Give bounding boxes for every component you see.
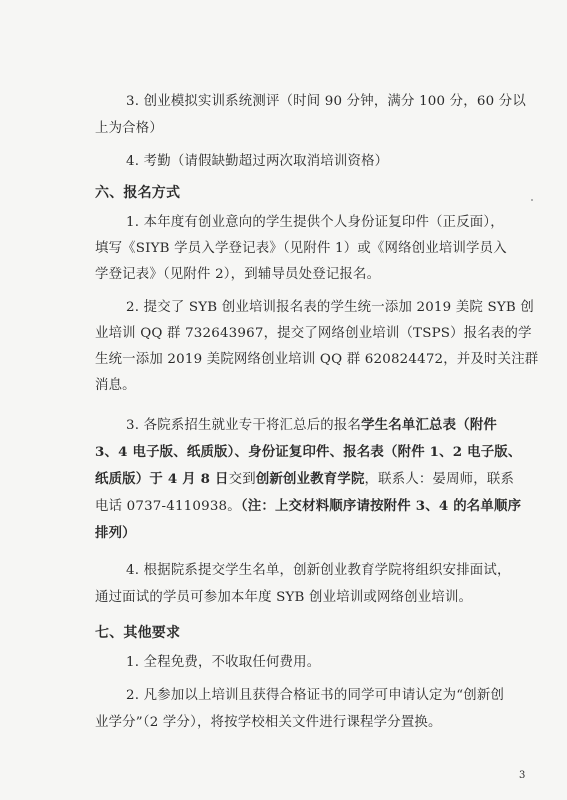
text-line — [0, 467, 567, 491]
text-segment: 2. 凡参加以上培训且获得合格证书的同学可申请认定为“创新创 — [126, 688, 505, 703]
text-segment: 交到 — [228, 472, 256, 487]
text-line — [0, 117, 567, 141]
text-segment: 电话 0737-4110938。 — [95, 499, 241, 514]
text-line — [0, 237, 567, 261]
text-segment: 生统一添加 2019 美院网络创业培训 QQ 群 620824472，并及时关注群 — [95, 352, 539, 367]
text-segment: 业学分”（2 学分），将按学校相关文件进行课程学分置换。 — [95, 715, 442, 730]
text-line — [0, 494, 567, 518]
text-line — [0, 651, 567, 675]
text-segment: 学登记表》（见附件 2），到辅导员处登记报名。 — [95, 267, 381, 282]
bold-text-segment: 学生名单汇总表（附件 — [361, 417, 497, 433]
text-line — [0, 322, 567, 346]
bold-text-segment: 排列） — [95, 525, 136, 541]
text-segment: 七、其他要求 — [95, 625, 181, 641]
text-segment: 1. 全程免费，不收取任何费用。 — [126, 655, 321, 670]
scan-speck — [531, 199, 533, 201]
text-line — [0, 348, 567, 372]
text-segment: 填写《SIYB 学员入学登记表》（见附件 1）或《网络创业培训学员入 — [95, 241, 507, 256]
text-segment: 4. 考勤（请假缺勤超过两次取消培训资格） — [126, 154, 389, 169]
text-line — [0, 211, 567, 235]
text-line — [0, 374, 567, 398]
section-heading — [0, 181, 567, 205]
bold-text-segment: 纸质版）于 4 月 8 日 — [95, 471, 229, 487]
text-segment: ，联系人：晏周师，联系 — [364, 472, 515, 487]
text-line — [0, 440, 567, 464]
text-line — [0, 90, 567, 114]
text-segment: 业培训 QQ 群 732643967，提交了网络创业培训（TSPS）报名表的学 — [95, 326, 532, 341]
bold-text-segment: （注：上交材料顺序请按附件 3、4 的名单顺序 — [240, 498, 522, 514]
page-number: 3 — [519, 770, 526, 781]
text-segment: 上为合格） — [95, 121, 163, 136]
section-heading — [0, 621, 567, 645]
text-line — [0, 684, 567, 708]
text-segment: 3. 创业模拟实训系统测评（时间 90 分钟，满分 100 分，60 分以 — [126, 94, 526, 109]
text-line — [0, 521, 567, 545]
text-segment: 消息。 — [95, 378, 136, 393]
text-line — [0, 586, 567, 610]
text-segment: 4. 根据院系提交学生名单，创新创业教育学院将组织安排面试， — [126, 563, 511, 578]
text-segment: 2. 提交了 SYB 创业培训报名表的学生统一添加 2019 美院 SYB 创 — [126, 300, 534, 315]
text-line — [0, 150, 567, 174]
bold-text-segment: 3、4 电子版、纸质版）、身份证复印件、报名表（附件 1、2 电子版、 — [95, 444, 522, 460]
text-line — [0, 711, 567, 735]
text-line — [0, 413, 567, 437]
text-segment: 3. 各院系招生就业专干将汇总后的报名 — [126, 418, 362, 433]
text-segment: 1. 本年度有创业意向的学生提供个人身份证复印件（正反面）， — [126, 215, 504, 230]
text-segment: 通过面试的学员可参加本年度 SYB 创业培训或网络创业培训。 — [95, 590, 473, 605]
text-line — [0, 559, 567, 583]
text-line — [0, 263, 567, 287]
text-segment: 六、报名方式 — [95, 185, 181, 201]
bold-text-segment: 创新创业教育学院 — [255, 471, 365, 487]
text-line — [0, 296, 567, 320]
